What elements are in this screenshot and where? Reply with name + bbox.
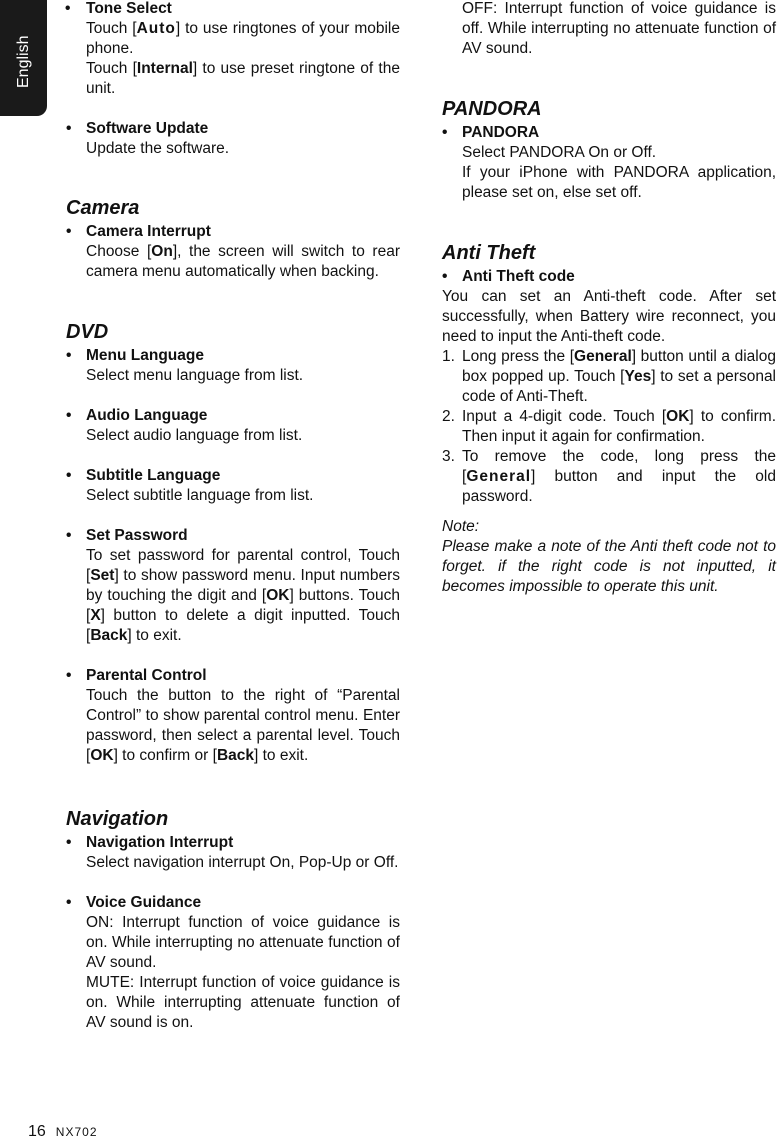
pandora-item: • PANDORA Select PANDORA On or Off. If your iPhone with PANDORA application, please set on, else set off. bbox=[442, 124, 776, 201]
voice-guidance-off-item bbox=[442, 0, 776, 59]
language-tab-label: English bbox=[15, 35, 32, 88]
note-label: Note: bbox=[442, 518, 480, 535]
navigation-interrupt-text: Select navigation interrupt On, Pop-Up or Off. bbox=[86, 854, 399, 871]
camera-interrupt-text: Choose [On], the screen will switch to rear camera menu automatically when backing. bbox=[86, 243, 400, 280]
navigation-interrupt-item: • Navigation Interrupt Select navigation interrupt On, Pop-Up or Off. bbox=[66, 834, 399, 871]
voice-guidance-item: • Voice Guidance ON: Interrupt function of voice guidance is on. While interrupting no attenuate function of AV sound. MUTE: Interrupt function of voice guidance is on. While interrupting attenuate function of AV sound is on. bbox=[66, 894, 400, 1031]
audio-language-title: Audio Language bbox=[86, 407, 208, 424]
set-password-text: To set password for parental control, Touch [Set] to show password menu. Input numbers by touching the digit and [OK] buttons. Touch [X] button to delete a digit inputted. Touch [Back] to exit. bbox=[86, 547, 400, 644]
model-name: NX702 bbox=[55, 1125, 98, 1139]
language-tab bbox=[0, 0, 47, 116]
camera-heading: Camera bbox=[66, 197, 140, 219]
pandora-heading: PANDORA bbox=[442, 98, 542, 120]
voice-guidance-off-text: OFF: Interrupt function of voice guidance is off. While interrupting no attenuate function of AV sound. bbox=[462, 0, 776, 57]
note-text: Please make a note of the Anti theft code not to forget. if the right code is not inputted, it becomes impossible to operate this unit. bbox=[442, 538, 776, 595]
anti-theft-code-title: Anti Theft code bbox=[462, 268, 575, 285]
set-password-item: • Set Password To set password for parental control, Touch [Set] to show password menu. Input numbers by touching the digit and [OK] buttons. Touch [X] button to delete a digit inputted. Touch [Back] to exit. bbox=[66, 527, 400, 644]
anti-theft-code-item: • Anti Theft code bbox=[442, 267, 776, 287]
anti-theft-step-2: 2. Input a 4-digit code. Touch [OK] to confirm. Then input it again for confirmation. bbox=[442, 408, 776, 445]
audio-language-text: Select audio language from list. bbox=[86, 427, 303, 444]
subtitle-language-item: • Subtitle Language Select subtitle language from list. bbox=[66, 466, 400, 506]
anti-theft-step-1: 1. Long press the [General] button until a dialog box popped up. Touch [Yes] to set a personal code of Anti-Theft. bbox=[442, 348, 777, 405]
tone-select-title: Tone Select bbox=[86, 0, 172, 17]
navigation-interrupt-title: Navigation Interrupt bbox=[86, 834, 234, 851]
pandora-text-1: Select PANDORA On or Off. bbox=[462, 144, 657, 161]
audio-language-item: • Audio Language Select audio language from list. bbox=[66, 406, 400, 446]
tone-select-text-2: Touch [Internal] to use preset ringtone of the unit. bbox=[86, 60, 400, 97]
page-number: 16 bbox=[28, 1123, 46, 1140]
parental-control-item: • Parental Control Touch the button to the right of “Parental Control” to show parental control menu. Enter password, then select a parental level. Touch [OK] to confirm or [Back] to exit. bbox=[66, 667, 400, 764]
subtitle-language-text: Select subtitle language from list. bbox=[86, 487, 314, 504]
subtitle-language-title: Subtitle Language bbox=[86, 467, 221, 484]
set-password-title: Set Password bbox=[86, 527, 188, 544]
pandora-title: PANDORA bbox=[462, 124, 540, 141]
menu-language-title: Menu Language bbox=[86, 347, 204, 364]
tone-select-text-1: Touch [Auto] to use ringtones of your mobile phone. bbox=[86, 20, 400, 57]
parental-control-text: Touch the button to the right of “Parental Control” to show parental control menu. Enter password, then select a parental level. Touch [OK] to confirm or [Back] to exit. bbox=[86, 687, 400, 764]
left-column bbox=[66, 0, 400, 1033]
menu-language-item: • Menu Language Select menu language from list. bbox=[66, 346, 400, 386]
tone-select-item: • Tone Select Touch [Auto] to use ringtones of your mobile phone. Touch [Internal] to use preset ringtone of the unit. bbox=[65, 0, 400, 97]
voice-guidance-mute-text: MUTE: Interrupt function of voice guidance is on. While interrupting attenuate function of AV sound is on. bbox=[86, 974, 400, 1031]
software-update-text: Update the software. bbox=[86, 140, 230, 157]
software-update-item: • Software Update Update the software. bbox=[66, 119, 400, 159]
camera-interrupt-title: Camera Interrupt bbox=[86, 223, 211, 240]
camera-interrupt-item: • Camera Interrupt Choose [On], the screen will switch to rear camera menu automatically when backing. bbox=[66, 223, 400, 280]
parental-control-title: Parental Control bbox=[86, 667, 207, 684]
voice-guidance-on-text: ON: Interrupt function of voice guidance is on. While interrupting no attenuate function of AV sound. bbox=[86, 914, 400, 971]
page-footer bbox=[28, 1122, 98, 1142]
menu-language-text: Select menu language from list. bbox=[86, 367, 304, 384]
voice-guidance-title: Voice Guidance bbox=[86, 894, 202, 911]
navigation-heading: Navigation bbox=[66, 808, 169, 830]
anti-theft-step-3: 3. To remove the code, long press the [General] button and input the old password. bbox=[442, 448, 776, 505]
pandora-text-2: If your iPhone with PANDORA application, please set on, else set off. bbox=[462, 164, 776, 201]
anti-theft-intro: You can set an Anti-theft code. After set successfully, when Battery wire reconnect, you need to input the Anti-theft code. bbox=[442, 288, 776, 345]
right-column bbox=[442, 0, 776, 597]
anti-theft-heading: Anti Theft bbox=[442, 242, 536, 264]
dvd-heading: DVD bbox=[66, 321, 109, 343]
software-update-title: Software Update bbox=[86, 120, 209, 137]
